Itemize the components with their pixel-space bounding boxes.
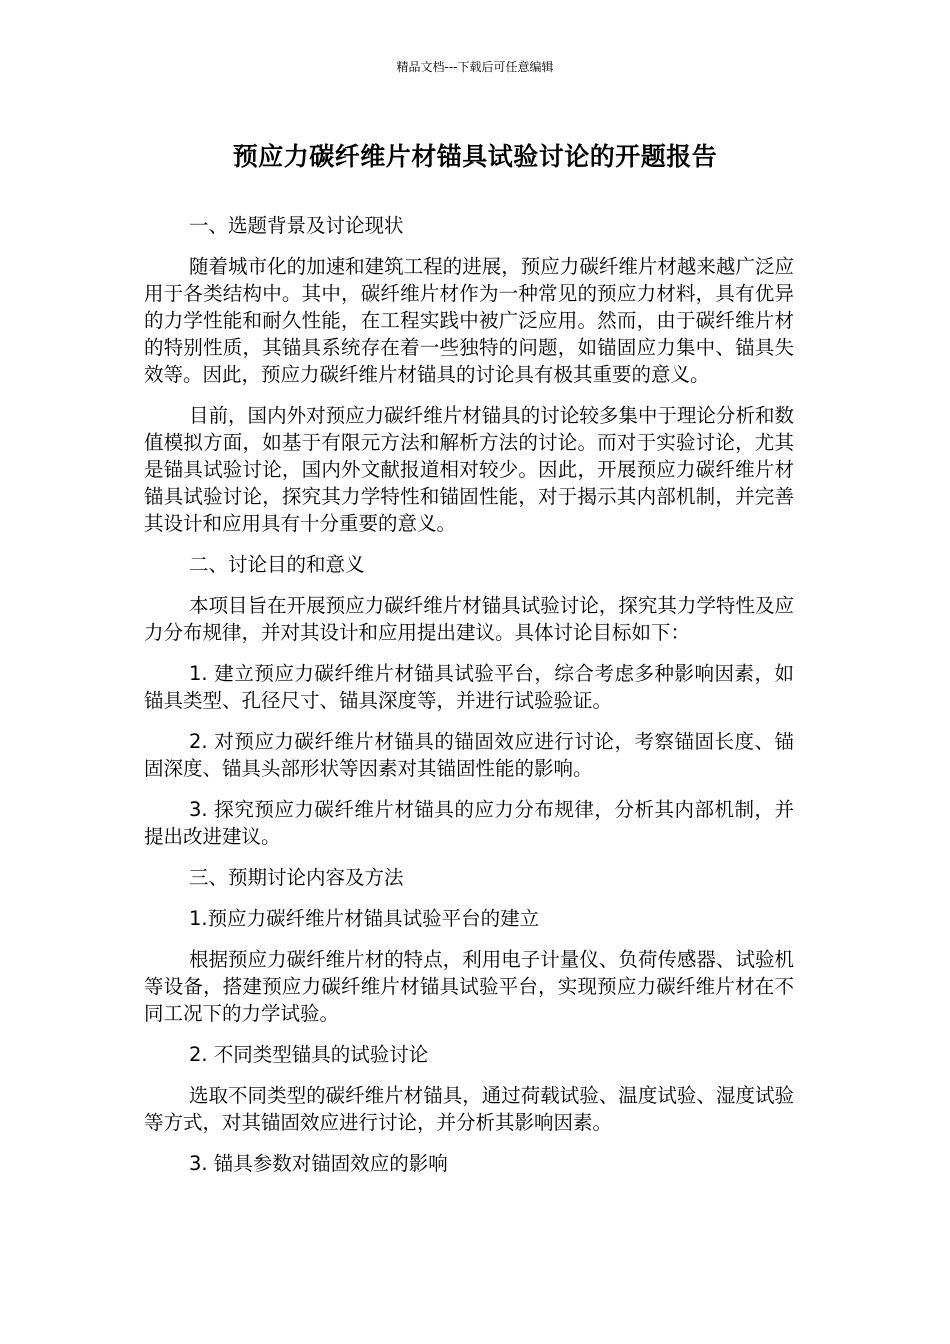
document-title: 预应力碳纤维片材锚具试验讨论的开题报告 [232,142,718,171]
body-paragraph: 随着城市化的加速和建筑工程的进展，预应力碳纤维片材越来越广泛应用于各类结构中。其中，碳纤维片材作为一种常见的预应力材料，具有优异的力学性能和耐久性能，在工程实践中被广泛应用。然而，由于碳纤维片材的特别性质，其锚具系统存在着一些独特的问题，如锚固应力集中、锚具失效等。因此，预应力碳纤维片材锚具的讨论具有极其重要的意义。 [144,255,794,386]
section-heading-2: 二、讨论目的和意义 [189,553,365,576]
subsection-heading-3: 3. 锚具参数对锚固效应的影响 [189,1152,448,1175]
header-note: 精品文档---下载后可任意编辑 [396,60,554,74]
body-paragraph: 根据预应力碳纤维片材的特点，利用电子计量仪、负荷传感器、试验机等设备，搭建预应力碳纤维片材锚具试验平台，实现预应力碳纤维片材在不同工况下的力学试验。 [144,948,794,1025]
body-paragraph: 目前，国内外对预应力碳纤维片材锚具的讨论较多集中于理论分析和数值模拟方面，如基于有限元方法和解析方法的讨论。而对于实验讨论，尤其是锚具试验讨论，国内外文献报道相对较少。因此，开展预应力碳纤维片材锚具试验讨论，探究其力学特性和锚固性能，对于揭示其内部机制，并完善其设计和应用具有十分重要的意义。 [144,404,794,535]
section-heading-1: 一、选题背景及讨论现状 [189,214,404,237]
list-item: 1. 建立预应力碳纤维片材锚具试验平台，综合考虑多种影响因素，如锚具类型、孔径尺寸、锚具深度等，并进行试验验证。 [144,662,794,712]
subsection-heading-1: 1.预应力碳纤维片材锚具试验平台的建立 [189,907,540,930]
body-paragraph: 本项目旨在开展预应力碳纤维片材锚具试验讨论，探究其力学特性及应力分布规律，并对其设计和应用提出建议。具体讨论目标如下： [144,594,794,644]
list-item: 2. 对预应力碳纤维片材锚具的锚固效应进行讨论，考察锚固长度、锚固深度、锚具头部形状等因素对其锚固性能的影响。 [144,730,794,780]
section-heading-3: 三、预期讨论内容及方法 [189,866,404,889]
document-body [144,212,794,1191]
list-item: 3. 探究预应力碳纤维片材锚具的应力分布规律，分析其内部机制，并提出改进建议。 [144,798,794,848]
body-paragraph: 选取不同类型的碳纤维片材锚具，通过荷载试验、温度试验、湿度试验等方式，对其锚固效应进行讨论，并分析其影响因素。 [144,1084,794,1134]
subsection-heading-2: 2. 不同类型锚具的试验讨论 [189,1043,429,1066]
